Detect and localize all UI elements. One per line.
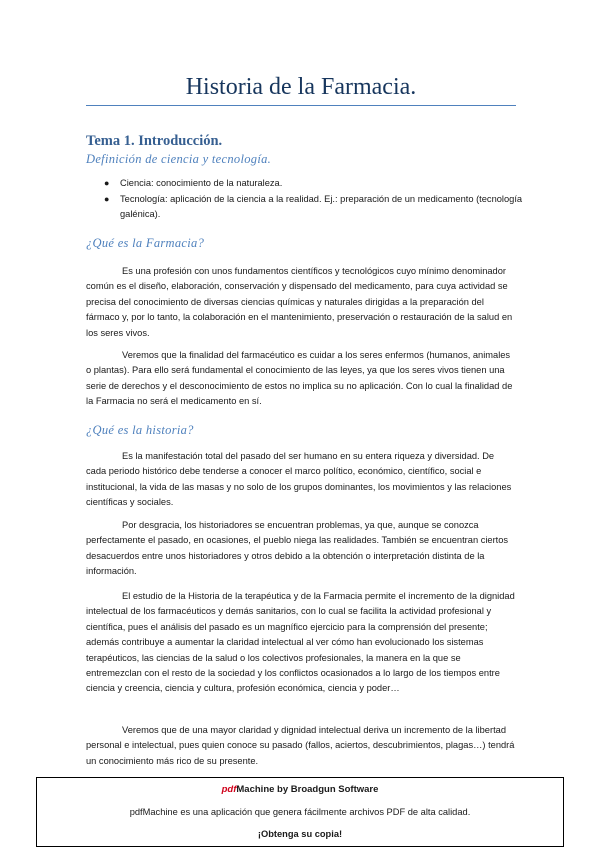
bullet-icon: ● bbox=[104, 194, 110, 204]
banner-cta-link[interactable]: ¡Obtenga su copia! bbox=[257, 829, 343, 839]
paragraph: Veremos que de una mayor claridad y dignidad intelectual deriva un incremento de la libertad personal e intelectual, pues quien conoce su pasado (fallos, aciertos, descubrimientos, plagas…) tendrá un conocimiento más rico de su presente. bbox=[86, 725, 515, 766]
banner-description: pdfMachine es una aplicación que genera fácilmente archivos PDF de alta calidad. bbox=[129, 807, 471, 817]
paragraph: Por desgracia, los historiadores se encuentran problemas, ya que, aunque se conozca perfectamente el pasado, en ocasiones, el pueblo niega las realidades. También se encuentran ciertos desacuerdos entre unos historiadores y otros debido a la obtención o interpretación distinta de la información. bbox=[86, 520, 509, 577]
definition-list bbox=[104, 176, 524, 223]
banner-title: pdfMachine by Broadgun Software bbox=[221, 784, 379, 795]
bullet-icon: ● bbox=[104, 178, 110, 188]
paragraph: Es la manifestación total del pasado del ser humano en su entera riqueza y diversidad. De cada periodo histórico debe tenderse a conocer el marco político, económico, científico, social e institucional, la vida de las masas y no solo de los grupos dominantes, los movimientos y las relaciones científicas y sociales. bbox=[86, 451, 512, 508]
subheading-definition: Definición de ciencia y tecnología. bbox=[86, 152, 272, 166]
paragraph: Es una profesión con unos fundamentos científicos y tecnológicos cuyo mínimo denominador común es el diseño, elaboración, conservación y dispensado del medicamento, para cuya actividad se precisa del conocimiento de diversas ciencias químicas y naturales dirigidas a la preparación del fármaco y, por lo tanto, la colaboración en el mantenimiento, preservación o restauración de la salud en los seres vivos. bbox=[86, 266, 513, 338]
list-item: ● Ciencia: conocimiento de la naturaleza. bbox=[104, 176, 524, 191]
page-title: Historia de la Farmacia. bbox=[185, 74, 417, 100]
paragraph: El estudio de la Historia de la terapéutica y de la Farmacia permite el incremento de la dignidad intelectual de los farmacéuticos y demás sanitarios, con lo cual se facilita la actividad profesional y científica, pues el análisis del pasado es un magnífico ejercicio para la comprensión del presente; además contribuye a aumentar la claridad intelectual al ver cómo han evolucionado los sistemas terapéuticos, las ciencias de la salud o los colectivos profesionales, la manera en la que se entremezclan con el resto de la sociedad y los conflictos ocasionados a lo largo de los tiempos entre ciencia y creencia, ciencia y cultura, profesión económica, ciencia y poder… bbox=[86, 591, 515, 694]
subheading-farmacia: ¿Qué es la Farmacia? bbox=[86, 236, 205, 250]
title-underline bbox=[86, 105, 516, 106]
subheading-historia: ¿Qué es la historia? bbox=[86, 423, 194, 437]
pdfmachine-banner[interactable] bbox=[36, 777, 564, 847]
list-item: ● Tecnología: aplicación de la ciencia a la realidad. Ej.: preparación de un medicamento (tecnología galénica). bbox=[104, 194, 523, 219]
paragraph: Veremos que la finalidad del farmacéutico es cuidar a los seres enfermos (humanos, animales o plantas). Para ello será fundamental el conocimiento de las leyes, ya que los seres vivos tienen una serie de derechos y el desconocimiento de estos no implica su no aplicación. Con lo cual la finalidad de la Farmacia no será el medicamento en sí. bbox=[86, 350, 513, 407]
section-heading: Tema 1. Introducción. bbox=[86, 133, 223, 149]
